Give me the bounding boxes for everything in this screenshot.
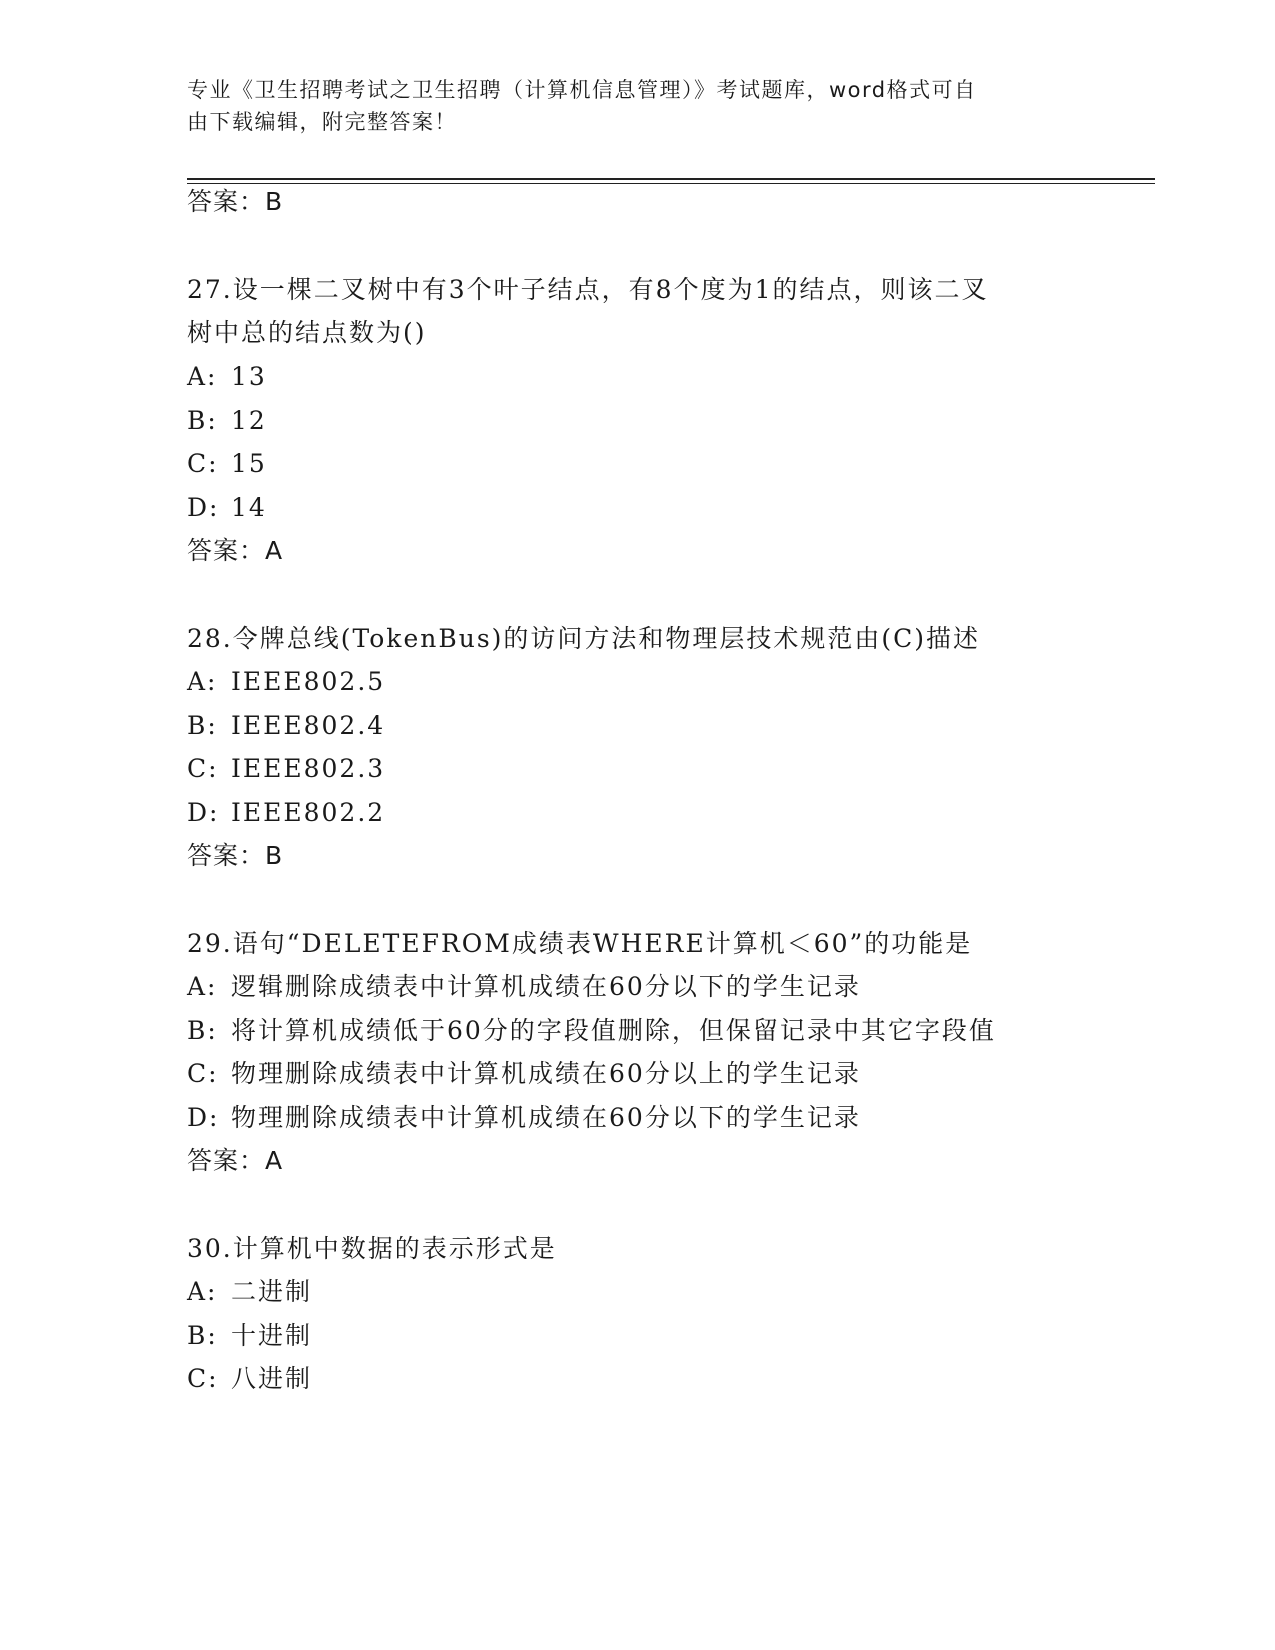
option-text: 14 — [231, 493, 267, 522]
option-d — [187, 492, 267, 524]
option-text: 将计算机成绩低于60分的字段值删除，但保留记录中其它字段值 — [231, 1016, 996, 1045]
header-line-2: 由下载编辑，附完整答案！ — [187, 110, 457, 134]
option-text: 八进制 — [231, 1364, 313, 1393]
option-text: 12 — [231, 406, 267, 435]
option-letter: B: — [187, 1016, 218, 1045]
option-a — [187, 971, 861, 1003]
option-letter: C: — [187, 1059, 219, 1088]
option-letter: C: — [187, 449, 219, 478]
answer-line: 答案：A — [187, 536, 284, 565]
option-letter: A: — [187, 972, 218, 1001]
header-divider-thick — [187, 178, 1155, 180]
option-text: IEEE802.5 — [231, 667, 386, 696]
option-letter: B: — [187, 1321, 218, 1350]
option-a — [187, 1276, 312, 1308]
option-b — [187, 1320, 312, 1352]
option-letter: D: — [187, 798, 220, 827]
option-b — [187, 1015, 996, 1047]
option-c — [187, 1363, 312, 1395]
header-divider-thin — [187, 183, 1155, 184]
option-letter: A: — [187, 667, 218, 696]
document-header — [187, 74, 1067, 138]
option-c — [187, 1058, 861, 1090]
option-text: 物理删除成绩表中计算机成绩在60分以上的学生记录 — [231, 1059, 861, 1088]
option-text: 15 — [231, 449, 267, 478]
option-text: IEEE802.4 — [231, 711, 386, 740]
question-stem: 27.设一棵二叉树中有3个叶子结点，有8个度为1的结点，则该二叉 — [187, 275, 989, 304]
option-letter: D: — [187, 1103, 220, 1132]
option-text: 物理删除成绩表中计算机成绩在60分以下的学生记录 — [231, 1103, 861, 1132]
answer-line: 答案：A — [187, 1146, 284, 1175]
previous-answer: 答案：B — [187, 187, 284, 216]
option-text: 逻辑删除成绩表中计算机成绩在60分以下的学生记录 — [231, 972, 861, 1001]
option-text: IEEE802.2 — [231, 798, 386, 827]
option-a — [187, 666, 385, 698]
option-text: 二进制 — [231, 1277, 313, 1306]
option-b — [187, 405, 267, 437]
option-letter: A: — [187, 1277, 218, 1306]
question-stem: 28.令牌总线(TokenBus)的访问方法和物理层技术规范由(C)描述 — [187, 624, 981, 653]
option-d — [187, 797, 385, 829]
option-b — [187, 710, 385, 742]
option-c — [187, 448, 267, 480]
header-line-1: 专业《卫生招聘考试之卫生招聘（计算机信息管理）》考试题库，word格式可自 — [187, 78, 977, 102]
question-stem-continued: 树中总的结点数为() — [187, 318, 427, 347]
question-stem: 30.计算机中数据的表示形式是 — [187, 1234, 557, 1263]
option-letter: C: — [187, 1364, 219, 1393]
option-letter: D: — [187, 493, 220, 522]
question-stem: 29.语句“DELETEFROM成绩表WHERE计算机＜60”的功能是 — [187, 929, 973, 958]
option-letter: A: — [187, 362, 218, 391]
option-letter: B: — [187, 711, 218, 740]
option-d — [187, 1102, 861, 1134]
option-letter: B: — [187, 406, 218, 435]
option-letter: C: — [187, 754, 219, 783]
option-text: 十进制 — [231, 1321, 313, 1350]
option-text: IEEE802.3 — [231, 754, 386, 783]
option-text: 13 — [231, 362, 267, 391]
option-c — [187, 753, 385, 785]
option-a — [187, 361, 267, 393]
answer-line: 答案：B — [187, 841, 284, 870]
